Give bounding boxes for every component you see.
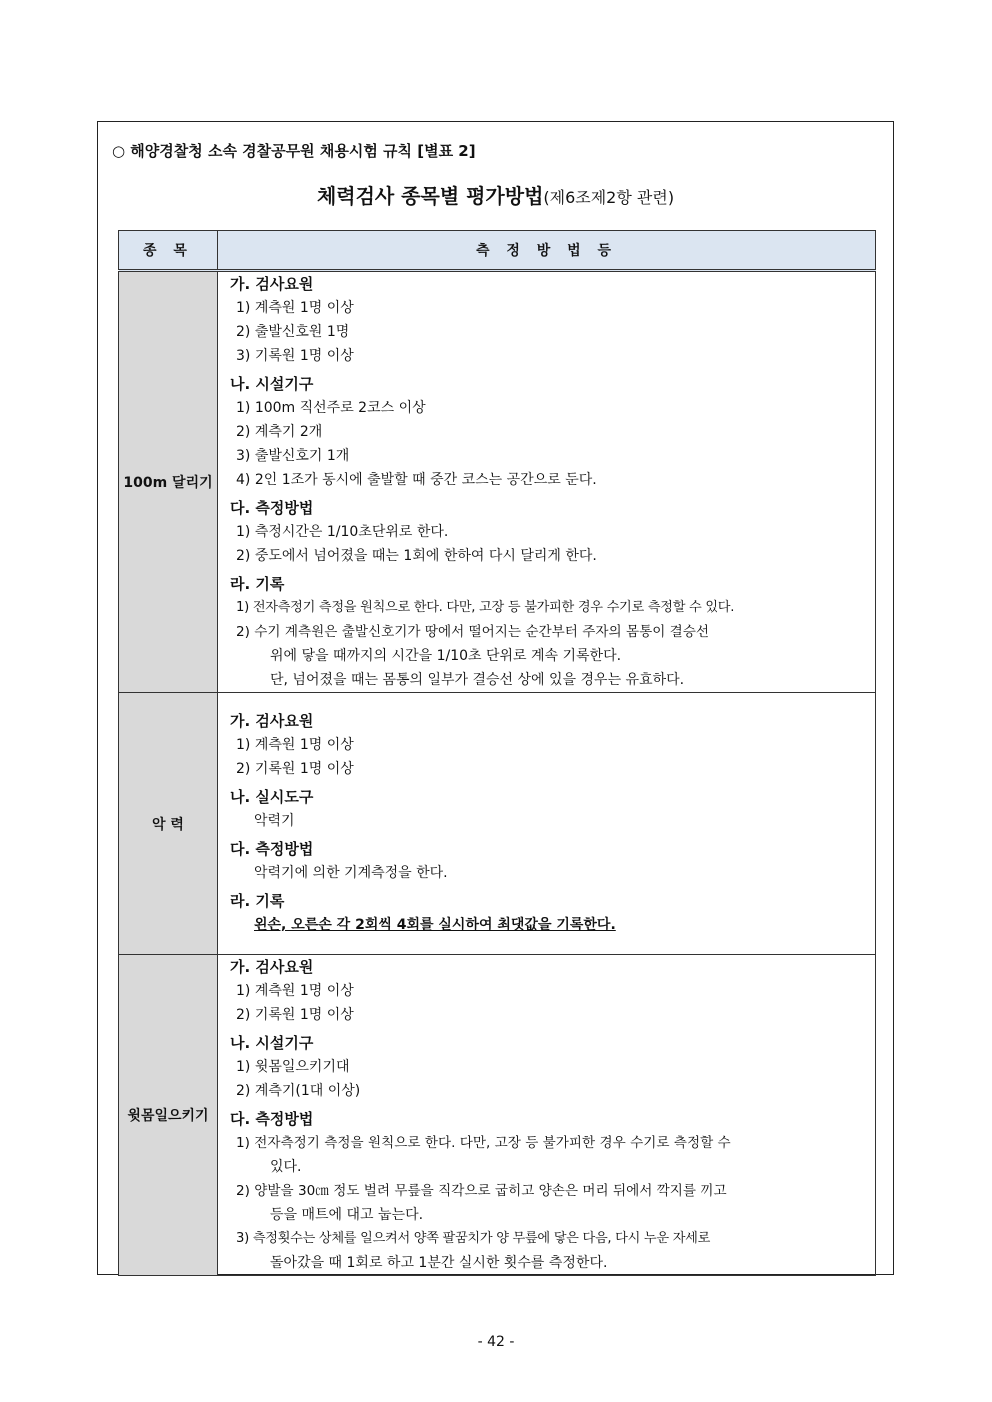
column-header-method: 측 정 방 법 등 — [218, 231, 876, 271]
section-heading: 나. 시설기구 — [230, 1034, 314, 1052]
list-item: 1) 측정시간은 1/10초단위로 한다. — [236, 524, 449, 540]
list-item: 1) 계측원 1명 이상 — [236, 300, 354, 316]
section-heading: 라. 기록 — [230, 575, 285, 593]
section-heading: 다. 측정방법 — [230, 1110, 314, 1128]
list-item: 2) 출발신호원 1명 — [236, 324, 350, 340]
list-item-continuation: 돌아갔을 때 1회로 하고 1분간 실시한 횟수를 측정한다. — [270, 1255, 608, 1271]
list-item-continuation: 단, 넘어졌을 때는 몸통의 일부가 결승선 상에 있을 경우는 유효하다. — [270, 672, 685, 688]
table-row — [119, 271, 876, 693]
evaluation-table — [118, 230, 876, 1276]
regulation-frame — [97, 121, 894, 1275]
table-header-row — [119, 231, 876, 271]
list-item: 1) 계측원 1명 이상 — [236, 983, 354, 999]
event-name: 100m 달리기 — [119, 271, 218, 693]
table-row — [119, 693, 876, 955]
list-item: 악력기에 의한 기계측정을 한다. — [254, 865, 448, 881]
list-item: 2) 수기 계측원은 출발신호기가 땅에서 떨어지는 순간부터 주자의 몸통이 결승선 — [236, 624, 710, 640]
section-heading: 가. 검사요원 — [230, 275, 314, 293]
list-item: 1) 계측원 1명 이상 — [236, 737, 354, 753]
list-item: 3) 기록원 1명 이상 — [236, 348, 354, 364]
table-row — [119, 955, 876, 1276]
section-heading: 다. 측정방법 — [230, 499, 314, 517]
list-item: 1) 전자측정기 측정을 원칙으로 한다. 다만, 고장 등 불가피한 경우 수기로 측정할 수 있다. — [236, 600, 735, 615]
regulation-header: ○ 해양경찰청 소속 경찰공무원 채용시험 규칙 [별표 2] — [112, 142, 476, 160]
list-item: 2) 계측기(1대 이상) — [236, 1083, 361, 1099]
list-item: 2) 계측기 2개 — [236, 424, 323, 440]
method-cell — [218, 693, 876, 955]
section-heading: 라. 기록 — [230, 892, 285, 910]
title-main: 체력검사 종목별 평가방법 — [316, 184, 544, 208]
list-item: 1) 전자측정기 측정을 원칙으로 한다. 다만, 고장 등 불가피한 경우 수기로 측정할 수 — [236, 1135, 731, 1151]
list-item: 왼손, 오른손 각 2회씩 4회를 실시하여 최댓값을 기록한다. — [254, 917, 616, 933]
section-heading: 가. 검사요원 — [230, 712, 314, 730]
event-name: 윗몸일으키기 — [119, 955, 218, 1276]
column-header-event: 종 목 — [119, 231, 218, 271]
list-item: 악력기 — [254, 813, 295, 829]
section-heading: 다. 측정방법 — [230, 840, 314, 858]
section-heading: 가. 검사요원 — [230, 958, 314, 976]
list-item: 2) 기록원 1명 이상 — [236, 1007, 354, 1023]
section-heading: 나. 시설기구 — [230, 375, 314, 393]
section-heading: 나. 실시도구 — [230, 788, 314, 806]
list-item-continuation: 등을 매트에 대고 눕는다. — [270, 1207, 424, 1223]
list-item: 2) 중도에서 넘어졌을 때는 1회에 한하여 다시 달리게 한다. — [236, 548, 597, 564]
list-item: 1) 윗몸일으키기대 — [236, 1059, 350, 1075]
list-item: 4) 2인 1조가 동시에 출발할 때 중간 코스는 공간으로 둔다. — [236, 472, 597, 488]
list-item: 2) 기록원 1명 이상 — [236, 761, 354, 777]
list-item-continuation: 있다. — [270, 1159, 302, 1175]
title-sub: (제6조제2항 관련) — [543, 188, 675, 207]
list-item-continuation: 위에 닿을 때까지의 시간을 1/10초 단위로 계속 기록한다. — [270, 648, 622, 664]
list-item: 3) 출발신호기 1개 — [236, 448, 350, 464]
list-item: 1) 100m 직선주로 2코스 이상 — [236, 400, 426, 416]
list-item: 2) 양발을 30㎝ 정도 벌려 무릎을 직각으로 굽히고 양손은 머리 뒤에서 깍지를 끼고 — [236, 1183, 727, 1199]
event-name: 악 력 — [119, 693, 218, 955]
method-cell — [218, 955, 876, 1276]
method-cell — [218, 271, 876, 693]
page-title — [98, 180, 893, 209]
list-item: 3) 측정횟수는 상체를 일으켜서 양쪽 팔꿈치가 양 무릎에 닿은 다음, 다시 누운 자세로 — [236, 1231, 711, 1246]
page-number: - 42 - — [477, 1334, 515, 1350]
